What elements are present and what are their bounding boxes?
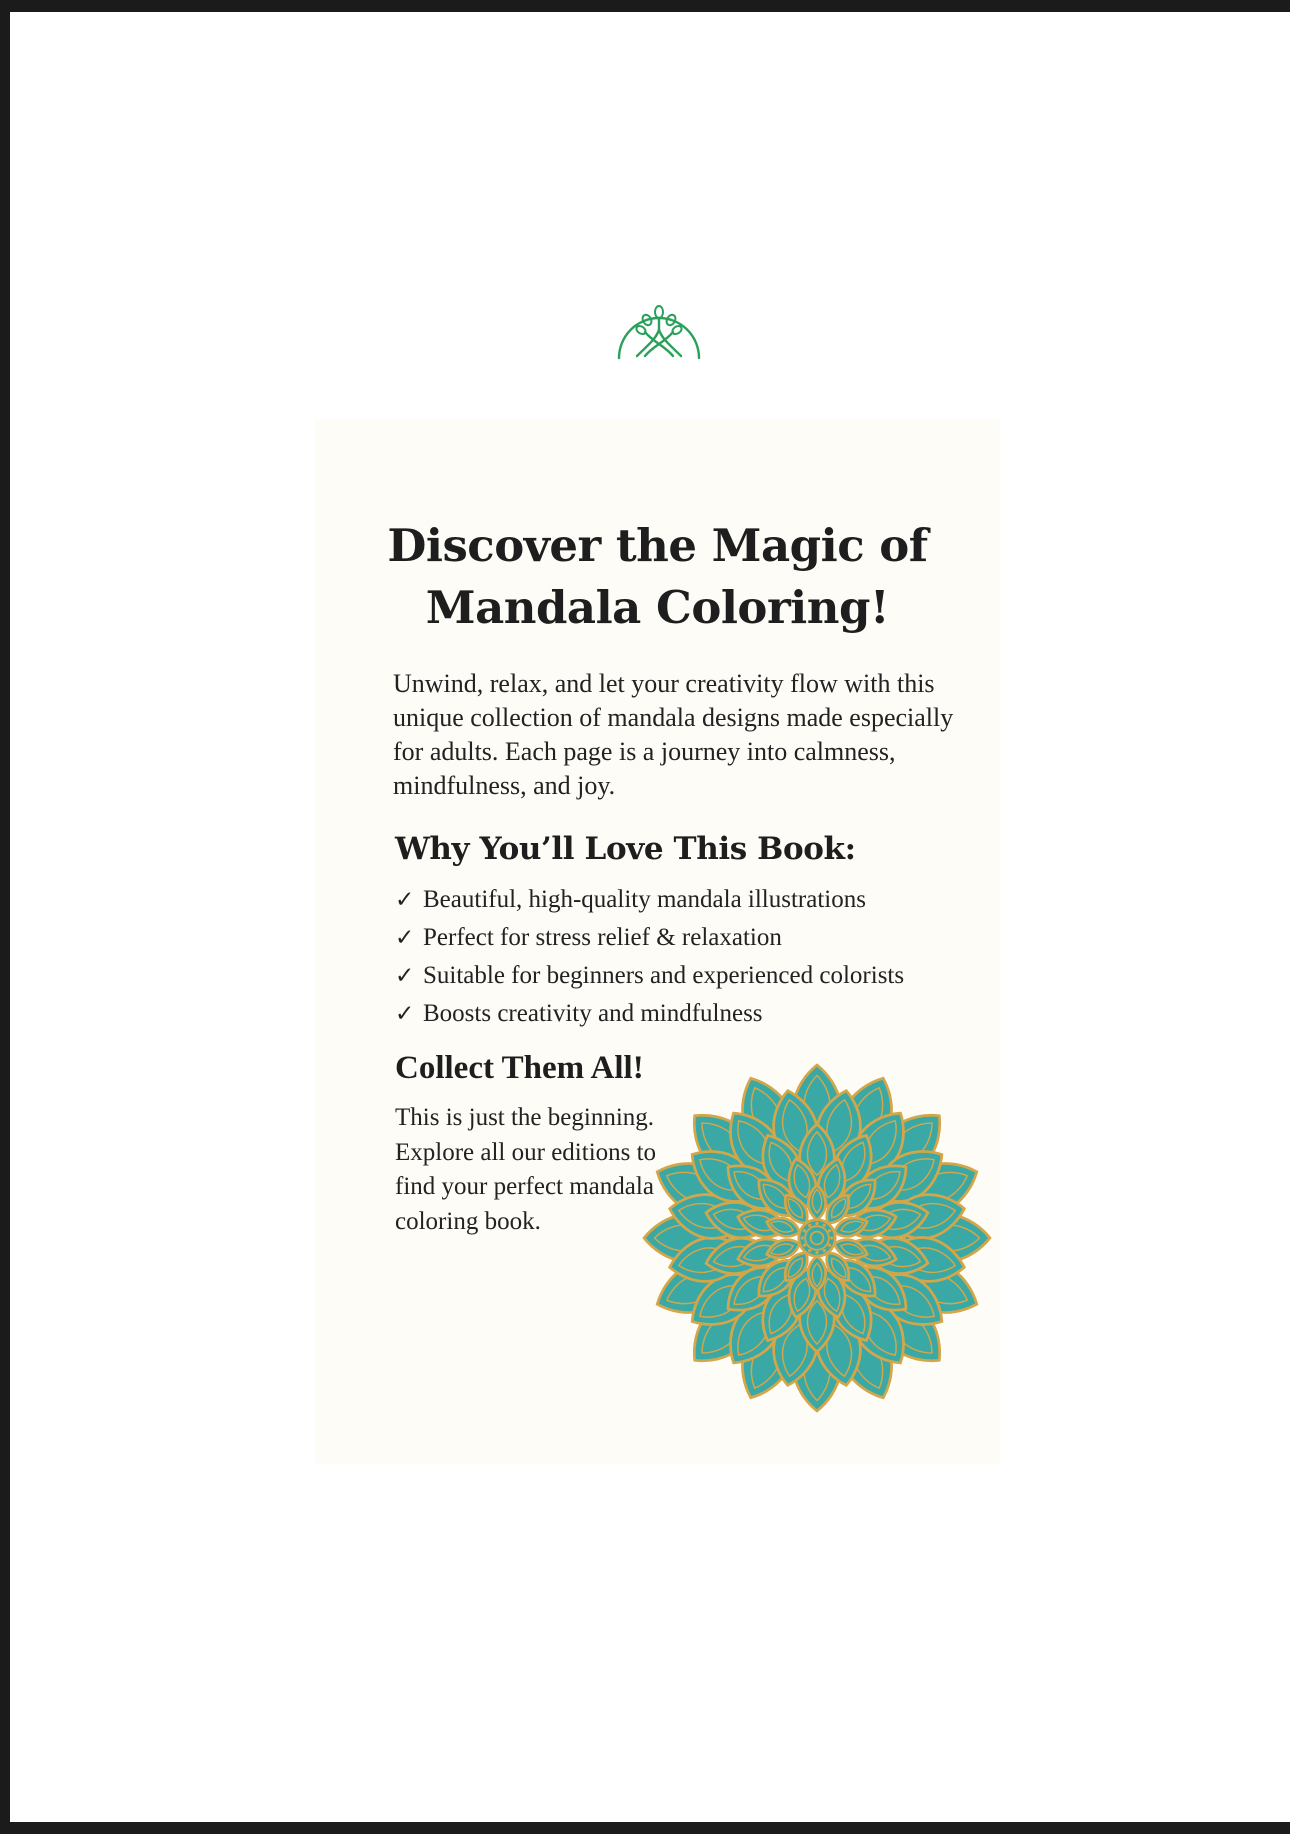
collect-heading: Collect Them All! [395,1050,644,1086]
check-icon: ✓ [395,925,415,950]
check-icon: ✓ [395,1001,415,1026]
benefits-list [395,881,904,1033]
check-icon: ✓ [395,887,415,912]
benefit-item [395,919,904,957]
headline-line-1: Discover the Magic of [387,519,928,572]
collect-paragraph: This is just the beginning. Explore all our editions to find your perfect mandala coloring book. [395,1104,657,1235]
why-heading: Why You’ll Love This Book: [395,831,856,867]
benefit-text: Boosts creativity and mindfulness [423,1000,763,1027]
benefit-text: Perfect for stress relief & relaxation [423,924,782,951]
benefit-text: Suitable for beginners and experienced colorists [423,962,905,989]
headline-line-2: Mandala Coloring! [425,581,890,634]
mandala-flower-icon [635,1034,999,1442]
headline [315,515,1000,639]
tree-roots-icon [615,298,703,362]
benefit-text: Beautiful, high-quality mandala illustrations [423,886,866,913]
benefit-item [395,995,904,1033]
benefit-item [395,881,904,919]
intro-paragraph: Unwind, relax, and let your creativity flow with this unique collection of mandala designs made especially for adults. Each page is a journey into calmness, mindfulness, and joy. [393,669,954,800]
benefit-item [395,957,904,995]
check-icon: ✓ [395,963,415,988]
document-page [10,12,1290,1822]
promo-card [315,419,1000,1464]
